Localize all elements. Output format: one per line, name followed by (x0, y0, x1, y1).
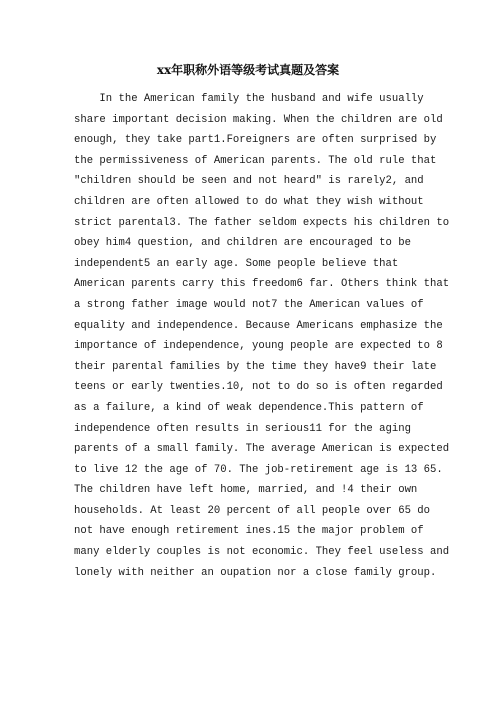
text-line: strict parental3. The father seldom expects his children to (74, 216, 450, 229)
text-line: a strong father image would not7 the American values of (74, 298, 424, 311)
text-line: households. At least 20 percent of all people over 65 do (74, 504, 431, 517)
text-line: "children should be seen and not heard" is rarely2, and (74, 175, 424, 188)
text-line: importance of independence, young people are expected to 8 (74, 340, 443, 353)
text-line: to live 12 the age of 70. The job-retirement age is 13 65. (74, 463, 443, 476)
text-line: children are often allowed to do what they wish without (74, 195, 424, 208)
text-line: independent5 an early age. Some people believe that (74, 257, 399, 270)
text-line: The children have left home, married, and !4 their own (74, 484, 418, 497)
text-line: obey him4 question, and children are encouraged to be (74, 237, 411, 250)
text-line: teens or early twenties.10, not to do so is often regarded (74, 381, 443, 394)
text-line: their parental families by the time they have9 their late (74, 360, 437, 373)
document-title: xx年职称外语等级考试真题及答案 (156, 63, 340, 77)
text-line: lonely with neither an oupation nor a close family group. (74, 566, 437, 579)
text-line: many elderly couples is not economic. They feel useless and (74, 546, 450, 559)
text-line: not have enough retirement ines.15 the major problem of (74, 525, 424, 538)
text-line: equality and independence. Because Americans emphasize the (74, 319, 443, 332)
text-line: parents of a small family. The average American is expected (74, 443, 450, 456)
text-line: In the American family the husband and wife usually (74, 93, 424, 105)
body-paragraph (74, 89, 450, 583)
text-line: share important decision making. When the children are old (74, 113, 443, 126)
text-line: American parents carry this freedom6 far. Others think that (74, 278, 450, 291)
text-line: independence often results in serious11 for the aging (74, 422, 411, 435)
text-line: the permissiveness of American parents. The old rule that (74, 154, 437, 167)
text-line: enough, they take part1.Foreigners are often surprised by (74, 134, 437, 147)
text-line: as a failure, a kind of weak dependence.This pattern of (74, 401, 424, 414)
